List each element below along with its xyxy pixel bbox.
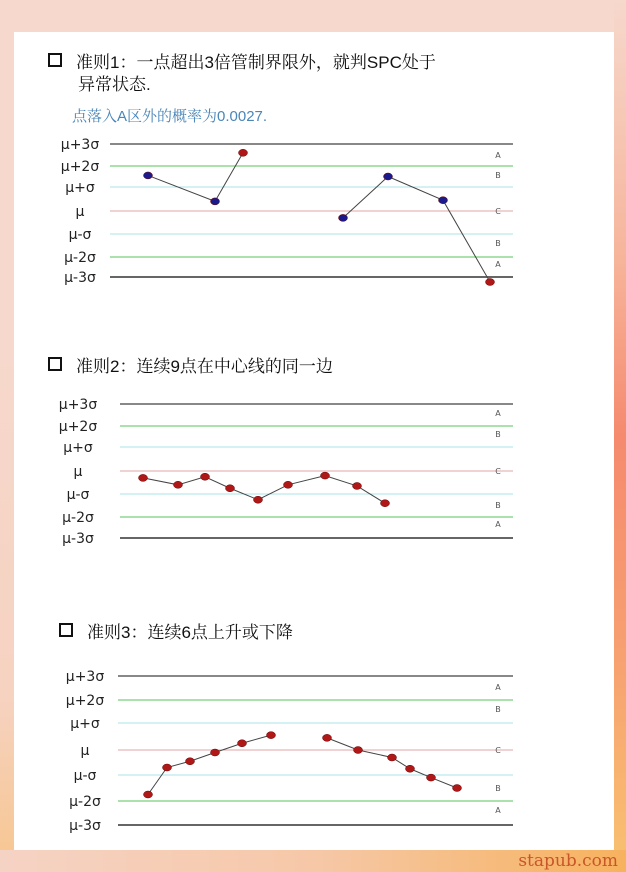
svg-text:A: A <box>495 260 501 269</box>
rule2-title: 准则2：连续9点在中心线的同一边 <box>76 357 333 376</box>
svg-text:μ-σ: μ-σ <box>68 227 92 243</box>
rule3-title: 准则3：连续6点上升或下降 <box>87 623 293 642</box>
svg-text:C: C <box>495 207 501 216</box>
svg-text:A: A <box>495 806 501 815</box>
svg-text:A: A <box>495 683 501 692</box>
svg-text:B: B <box>495 171 501 180</box>
svg-text:μ+2σ: μ+2σ <box>60 159 100 175</box>
svg-text:μ+3σ: μ+3σ <box>65 669 105 685</box>
svg-text:μ+σ: μ+σ <box>70 716 100 732</box>
svg-text:A: A <box>495 409 501 418</box>
rule1-note: 点落入A区外的概率为0.0027. <box>72 108 268 125</box>
svg-text:B: B <box>495 430 501 439</box>
svg-text:B: B <box>495 239 501 248</box>
rule1-title: 准则1：一点超出3倍管制界限外，就判SPC处于 <box>76 53 436 72</box>
svg-text:μ+σ: μ+σ <box>63 440 93 456</box>
svg-text:μ-3σ: μ-3σ <box>62 531 94 547</box>
svg-text:A: A <box>495 520 501 529</box>
svg-text:μ-σ: μ-σ <box>73 768 97 784</box>
svg-text:C: C <box>495 746 501 755</box>
svg-text:B: B <box>495 501 501 510</box>
svg-text:μ+σ: μ+σ <box>65 180 95 196</box>
svg-text:μ-σ: μ-σ <box>66 487 90 503</box>
svg-text:μ-2σ: μ-2σ <box>69 794 101 810</box>
svg-text:μ+3σ: μ+3σ <box>58 397 98 413</box>
svg-text:μ-3σ: μ-3σ <box>69 818 101 834</box>
svg-text:A: A <box>495 151 501 160</box>
svg-text:μ: μ <box>75 204 85 220</box>
svg-text:μ-2σ: μ-2σ <box>62 510 94 526</box>
svg-text:μ+3σ: μ+3σ <box>60 137 100 153</box>
svg-text:μ-2σ: μ-2σ <box>64 250 96 266</box>
svg-text:μ: μ <box>73 464 83 480</box>
watermark: stapub.com <box>518 851 618 871</box>
svg-text:μ-3σ: μ-3σ <box>64 270 96 286</box>
svg-text:μ: μ <box>80 743 90 759</box>
svg-text:μ+2σ: μ+2σ <box>65 693 105 709</box>
svg-text:C: C <box>495 467 501 476</box>
svg-text:B: B <box>495 705 501 714</box>
svg-text:μ+2σ: μ+2σ <box>58 419 98 435</box>
rule1-title-line2: 异常状态. <box>78 75 151 94</box>
svg-text:B: B <box>495 784 501 793</box>
